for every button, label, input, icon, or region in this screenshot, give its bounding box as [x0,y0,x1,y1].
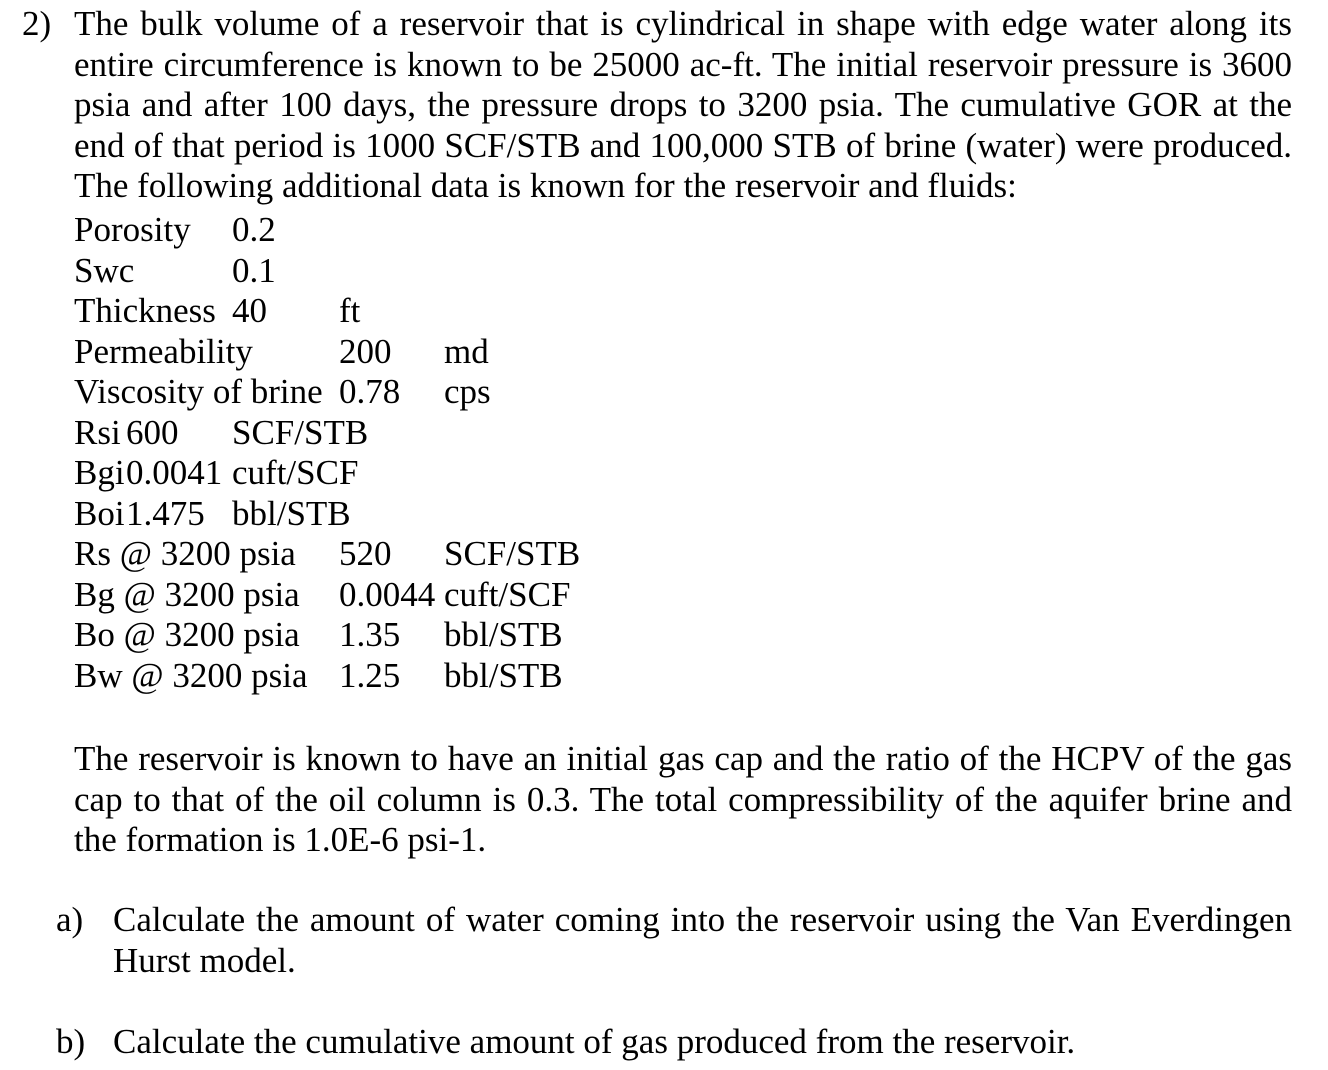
data-value: 0.1 [232,250,276,290]
gas-cap-paragraph [74,739,1292,861]
data-unit: cuft/SCF [444,574,571,614]
data-label: Bgi [74,453,125,492]
data-value: 0.0041 [126,453,223,492]
data-value: 600 [126,412,179,452]
data-label: Bo @ 3200 psia [74,615,300,654]
data-row-bgi [74,453,874,494]
data-value: 0.78 [339,372,401,411]
paragraph-line: The reservoir is known to have an initial gas cap and the ratio of the HCPV of the gas [74,739,1292,778]
question-number: 2) [22,4,52,43]
subquestion-line: Hurst model. [113,940,296,980]
subquestion-line: Calculate the amount of water coming into the reservoir using the Van Everdingen [113,900,1292,939]
data-value: 200 [339,331,392,371]
subquestion-text [113,900,1292,981]
intro-line: end of that period is 1000 SCF/STB and 100,000 STB of brine (water) were produced. [74,125,1292,165]
data-label: Permeability [74,331,253,371]
data-label: Porosity [74,210,191,249]
data-label: Boi [74,493,125,533]
question-intro [74,4,1292,207]
intro-line: The following additional data is known for the reservoir and fluids: [74,166,1017,205]
intro-line: The bulk volume of a reservoir that is cylindrical in shape with edge water along its [74,4,1292,43]
data-unit: SCF/STB [232,412,369,452]
data-unit: bbl/STB [444,615,563,654]
data-row-boi [74,494,874,535]
data-row-rsi [74,413,874,454]
intro-line: psia and after 100 days, the pressure drops to 3200 psia. The cumulative GOR at the [74,85,1292,124]
data-unit: bbl/STB [444,655,563,695]
subquestion-label: a) [56,900,84,939]
data-label: Thickness [74,291,216,330]
data-label: Rs @ 3200 psia [74,534,296,573]
paragraph-line: cap to that of the oil column is 0.3. The total compressibility of the aquifer brine and [74,779,1292,819]
data-label: Swc [74,250,135,290]
data-unit: SCF/STB [444,534,581,573]
data-value: 1.475 [126,493,205,533]
data-value: 1.25 [339,655,401,695]
data-value: 0.0044 [339,574,436,614]
data-row-viscosity [74,372,874,413]
reservoir-data-list [74,210,874,696]
data-value: 1.35 [339,615,401,654]
data-unit: cps [444,372,491,411]
data-value: 40 [232,291,267,330]
data-row-swc [74,251,874,292]
data-unit: md [444,331,489,371]
data-unit: bbl/STB [232,493,351,533]
subquestion-line: Calculate the cumulative amount of gas produced from the reservoir. [113,1022,1076,1061]
data-value: 0.2 [232,210,276,249]
data-row-rs [74,534,874,575]
data-row-bo [74,615,874,656]
subquestion-label: b) [56,1022,86,1061]
data-label: Bw @ 3200 psia [74,655,308,695]
data-label: Rsi [74,412,121,452]
data-unit: cuft/SCF [232,453,359,492]
data-row-bw [74,656,874,697]
paragraph-line: the formation is 1.0E-6 psi-1. [74,820,487,859]
subquestion-text [113,1022,1292,1063]
data-row-thickness [74,291,874,332]
data-value: 520 [339,534,392,573]
data-unit: ft [339,291,361,330]
data-label: Bg @ 3200 psia [74,574,300,614]
data-label: Viscosity of brine [74,372,323,411]
data-row-permeability [74,332,874,373]
intro-line: entire circumference is known to be 25000 ac-ft. The initial reservoir pressure is 3600 [74,44,1292,84]
data-row-bg [74,575,874,616]
data-row-porosity [74,210,874,251]
